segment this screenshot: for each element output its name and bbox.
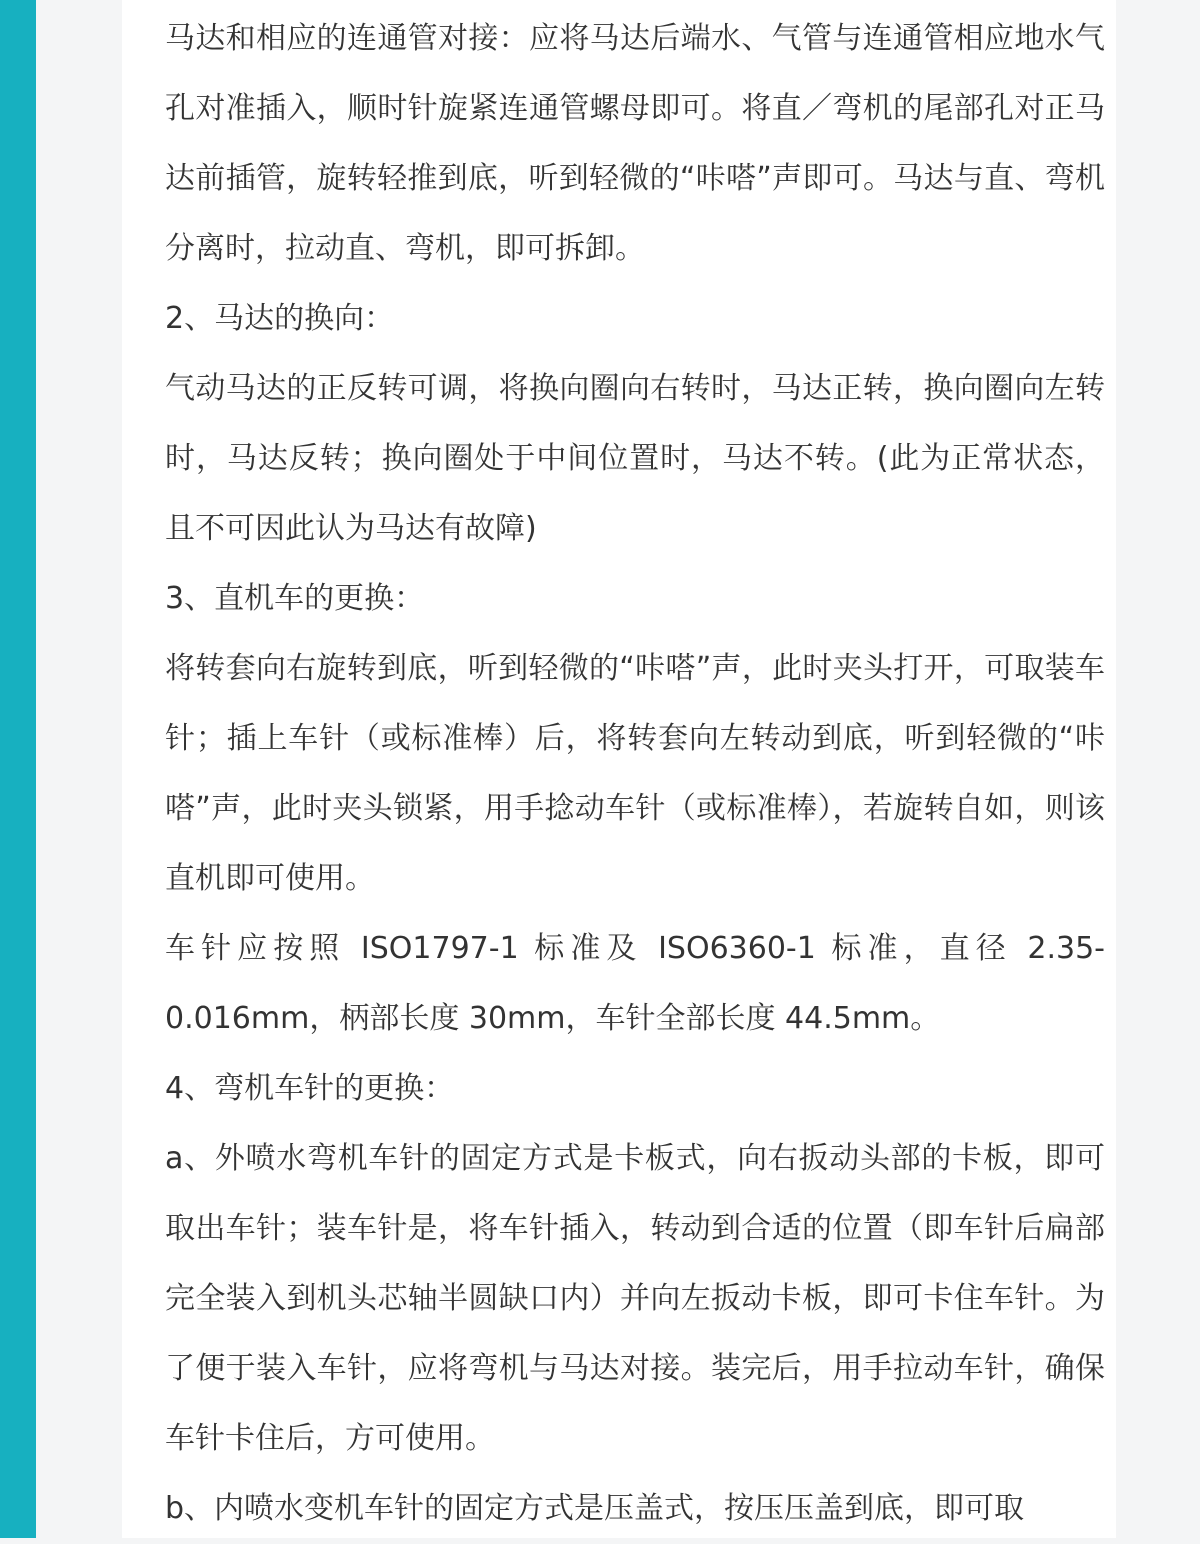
heading-contra-angle-bur-change: 4、弯机车针的更换： xyxy=(165,1071,455,1106)
paragraph-motor-reversing: 气动马达的正反转可调，将换向圈向右转时，马达正转，换向圈向左转时，马达反转；换向圈处于中间位置时，马达不转。(此为正常状态，且不可因此认为马达有故障) xyxy=(165,371,1106,546)
heading-motor-reversing: 2、马达的换向： xyxy=(165,301,395,336)
paragraph-straight-bur-change: 将转套向右旋转到底，听到轻微的“咔嗒”声，此时夹头打开，可取装车针；插上车针（或标准棒）后，将转套向左转动到底，听到轻微的“咔嗒”声，此时夹头锁紧，用手捻动车针（或标准棒），若旋转自如，则该直机即可使用。 xyxy=(165,651,1105,896)
paragraph-bur-standard: 车针应按照 ISO1797-1 标准及 ISO6360-1 标准，直径 2.35-0.016mm，柄部长度 30mm，车针全部长度 44.5mm。 xyxy=(165,931,1105,1036)
paragraph-external-spray: a、外喷水弯机车针的固定方式是卡板式，向右扳动头部的卡板，即可取出车针；装车针是，将车针插入，转动到合适的位置（即车针后扁部完全装入到机头芯轴半圆缺口内）并向左扳动卡板，即可卡住车针。为了便于装入车针，应将弯机与马达对接。装完后，用手拉动车针，确保车针卡住后，方可使用。 xyxy=(165,1141,1105,1456)
heading-straight-bur-change: 3、直机车的更换： xyxy=(165,581,425,616)
manual-content xyxy=(165,4,1105,1544)
paragraph-internal-spray: b、内喷水变机车针的固定方式是压盖式，按压压盖到底，即可取 xyxy=(165,1491,1025,1526)
left-accent-bar xyxy=(0,0,36,1538)
paragraph-motor-connection: 马达和相应的连通管对接：应将马达后端水、气管与连通管相应地水气孔对准插入，顺时针旋紧连通管螺母即可。将直／弯机的尾部孔对正马达前插管，旋转轻推到底，听到轻微的“咔嗒”声即可。马达与直、弯机分离时，拉动直、弯机，即可拆卸。 xyxy=(165,21,1105,266)
